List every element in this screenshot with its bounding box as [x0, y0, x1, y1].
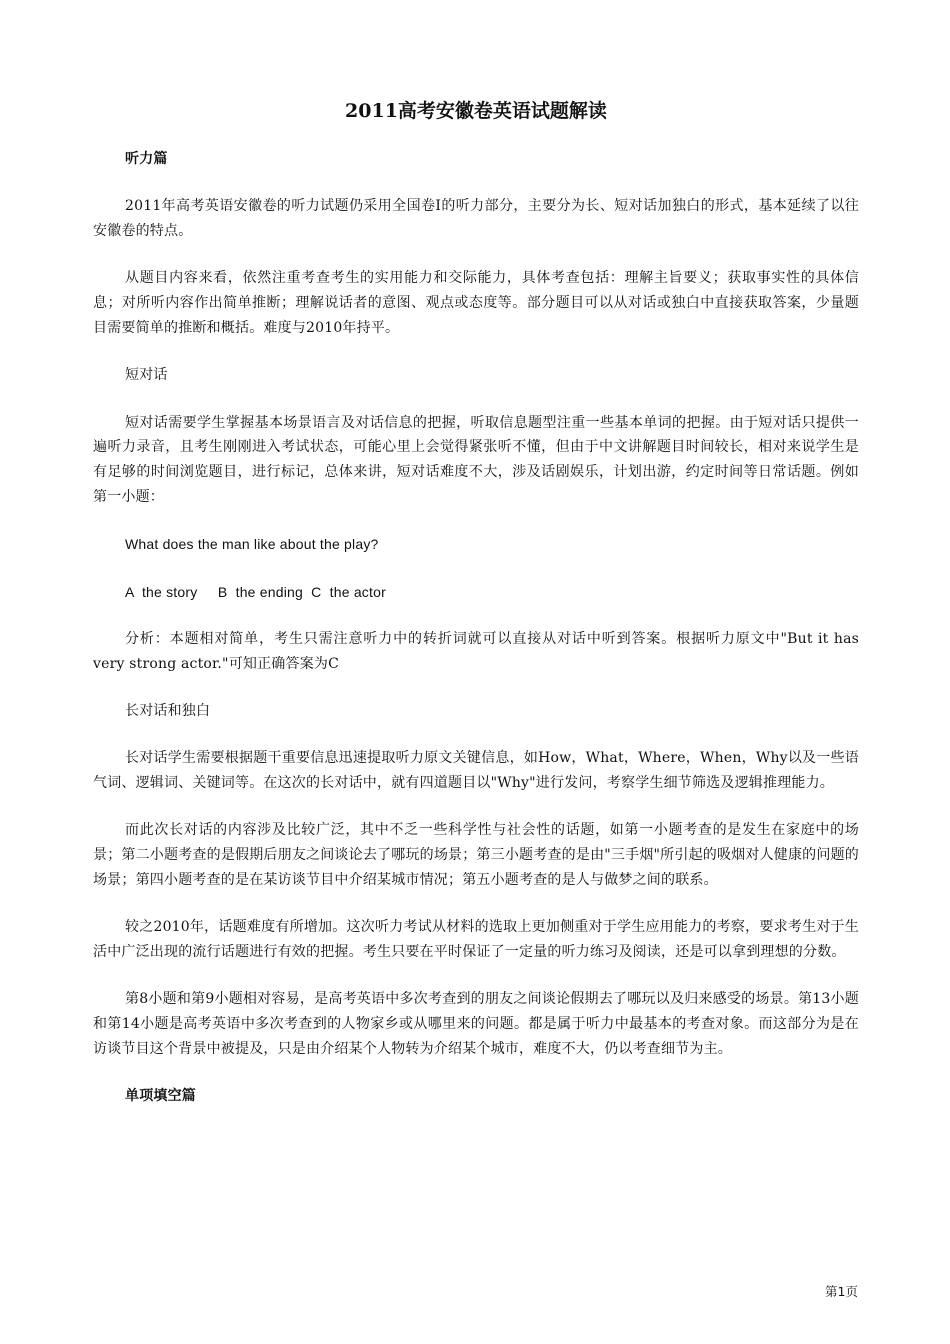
example-question: What does the man like about the play?	[125, 536, 379, 553]
example-options: A the story B the ending C the actor	[125, 583, 386, 600]
paragraph: 短对话需要学生掌握基本场景语言及对话信息的把握，听取信息题型注重一些基本单词的把握。由于短对话只提供一遍听力录音，且考生刚刚进入考试状态，可能心里上会觉得紧张听不懂，但由于中文讲解题目时间较长，相对来说学生是有足够的时间浏览题目，进行标记，总体来讲，短对话难度不大，涉及话剧娱乐，计划出游，约定时间等日常话题。例如第一小题：	[93, 414, 859, 505]
document-title: 2011高考安徽卷英语试题解读	[345, 100, 607, 122]
paragraph: 第8小题和第9小题相对容易，是高考英语中多次考查到的朋友之间谈论假期去了哪玩以及归来感受的场景。第13小题和第14小题是高考英语中多次考查到的人物家乡或从哪里来的问题。都是属于听力中最基本的考查对象。而这部分为是在访谈节目这个背景中被提及，只是由介绍某个人物转为介绍某个城市，难度不大，仍以考查细节为主。	[93, 991, 859, 1057]
page-number: 第1页	[825, 1284, 858, 1299]
paragraph: 长对话学生需要根据题干重要信息迅速提取听力原文关键信息，如How，What，Where，When，Why以及一些语气词、逻辑词、关键词等。在这次的长对话中，就有四道题目以"Why"进行发问，考察学生细节筛选及逻辑推理能力。	[93, 750, 859, 792]
paragraph: 2011年高考英语安徽卷的听力试题仍采用全国卷I的听力部分，主要分为长、短对话加独白的形式，基本延续了以往安徽卷的特点。	[93, 198, 859, 240]
paragraph: 较之2010年，话题难度有所增加。这次听力考试从材料的选取上更加侧重对于学生应用能力的考察，要求考生对于生活中广泛出现的流行话题进行有效的把握。考生只要在平时保证了一定量的听力练习及阅读，还是可以拿到理想的分数。	[93, 919, 859, 961]
paragraph: 从题目内容来看，依然注重考查考生的实用能力和交际能力，具体考查包括：理解主旨要义；获取事实性的具体信息；对所听内容作出简单推断；理解说话者的意图、观点或态度等。部分题目可以从对话或独白中直接获取答案，少量题目需要简单的推断和概括。难度与2010年持平。	[93, 270, 859, 336]
subheading-short-dialogue: 短对话	[125, 367, 168, 384]
paragraph: 而此次长对话的内容涉及比较广泛，其中不乏一些科学性与社会性的话题，如第一小题考查的是发生在家庭中的场景；第二小题考查的是假期后朋友之间谈论去了哪玩的场景；第三小题考查的是由"三手烟"所引起的吸烟对人健康的问题的场景；第四小题考查的是在某访谈节目中介绍某城市情况；第五小题考查的是人与做梦之间的联系。	[93, 822, 859, 888]
section-heading-listening: 听力篇	[125, 151, 168, 167]
document-body	[93, 96, 859, 1132]
section-heading-single-choice: 单项填空篇	[125, 1088, 196, 1105]
paragraph-analysis: 分析：本题相对简单，考生只需注意听力中的转折词就可以直接从对话中听到答案。根据听力原文中"But it has very strong actor."可知正确答案为C	[93, 630, 859, 672]
subheading-long-dialogue: 长对话和独白	[125, 702, 211, 719]
